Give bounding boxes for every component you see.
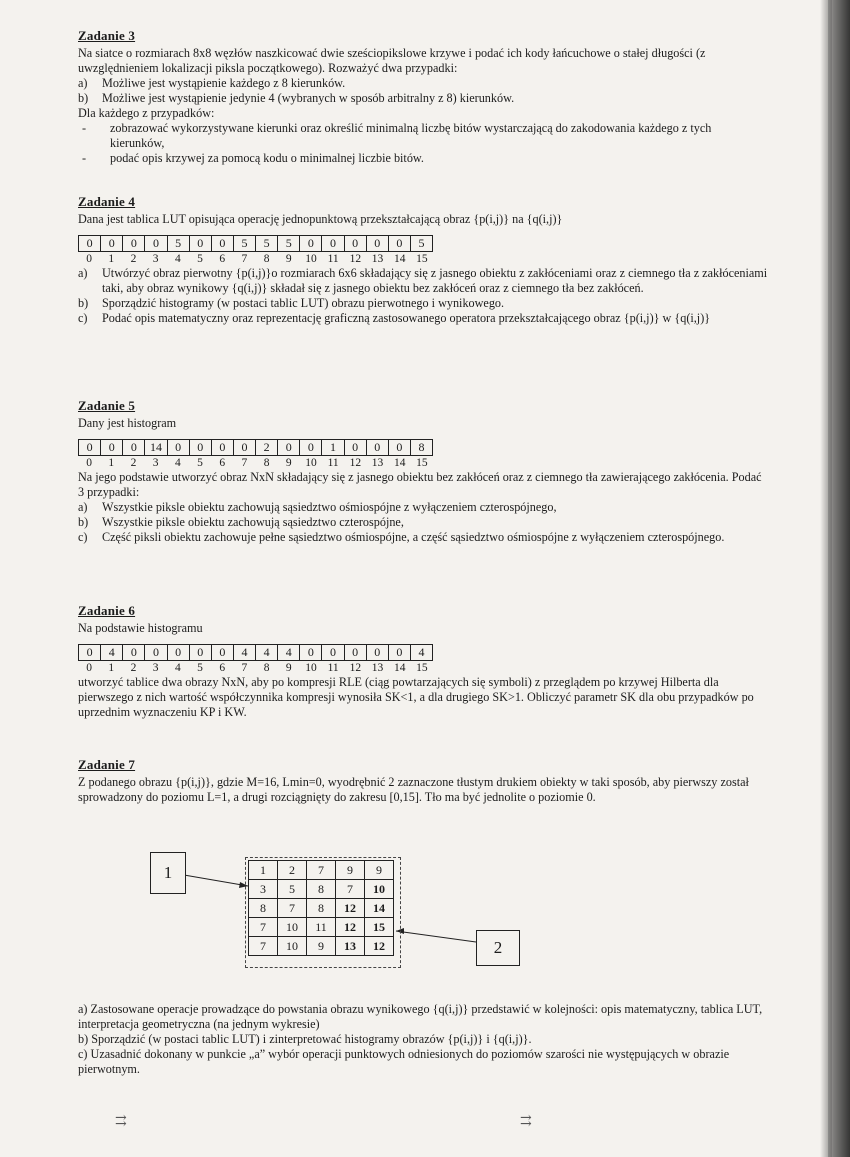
task-3-bullet-2	[78, 151, 768, 166]
table-cell: 0	[122, 645, 144, 660]
grid-row	[249, 899, 394, 918]
index-cell: 1	[108, 253, 115, 265]
task-3-title: Zadanie 3	[78, 28, 136, 43]
table-cell: 0	[366, 236, 388, 251]
index-cell: 15	[416, 253, 428, 265]
table-cell: 0	[100, 440, 122, 455]
task-4-item-a	[78, 266, 768, 296]
item-text: Wszystkie piksle obiektu zachowują sąsiedztwo ośmiospójne z wyłączeniem czterospójnego,	[102, 500, 557, 514]
item-label: b)	[78, 91, 89, 105]
table-cell: 0	[299, 645, 321, 660]
index-cell: 2	[130, 662, 137, 674]
table-cell: 0	[299, 440, 321, 455]
grid-cell: 7	[336, 880, 365, 899]
item-label: c)	[78, 530, 88, 544]
table-cell: 0	[78, 645, 100, 660]
index-cell: 13	[371, 662, 384, 674]
task-4-intro: Dana jest tablica LUT opisująca operację jednopunktową przekształcającą obraz {p(i,j)} na {q(i,j)}	[78, 212, 563, 226]
table-cell: 0	[233, 440, 255, 455]
task-4-title: Zadanie 4	[78, 194, 136, 209]
table-cell: 4	[255, 645, 277, 660]
index-cell: 15	[416, 457, 428, 469]
index-cell: 12	[349, 662, 362, 674]
item-text-inline: Zastosowane operacje prowadzące do powstania obrazu wynikowego {q(i,j)} przedstawić w kolejności: opis matematyczny, tablica LUT, interpretacja geometryczna (na jednym wykresie)	[78, 1002, 763, 1031]
task-6-text: utworzyć tablice dwa obrazy NxN, aby po kompresji RLE (ciąg powtarzających się symboli) z przeglądem po krzywej Hilberta dla pierwszego z nich wartość współczynnika kompresji wynosiła SK<1, a dla drugiego SK>1. Obliczyć parametr SK dla obu przypadków po uprzednim wyznaczeniu KP i KW.	[78, 675, 754, 719]
index-cell: 14	[393, 662, 406, 674]
grid-cell: 13	[336, 937, 365, 956]
table-cell: 1	[321, 440, 343, 455]
index-cell: 3	[152, 457, 159, 469]
table-cell: 0	[211, 645, 233, 660]
table-cell: 5	[410, 236, 433, 251]
histogram-table	[78, 644, 433, 661]
task-3-bullet-1	[78, 121, 768, 151]
table-cell: 4	[100, 645, 122, 660]
grid-row	[249, 937, 394, 956]
table-cell: 0	[388, 645, 410, 660]
item-label: a)	[78, 500, 88, 514]
item-label: a)	[78, 76, 88, 90]
task-7-item-c	[78, 1047, 768, 1077]
histogram-index-row	[78, 456, 433, 470]
table-cell: 0	[321, 236, 343, 251]
grid-cell: 1	[249, 861, 278, 880]
task-7-title: Zadanie 7	[78, 757, 136, 772]
table-cell: 0	[277, 440, 299, 455]
index-cell: 11	[327, 253, 339, 265]
task-5-item-a	[78, 500, 768, 515]
index-cell: 8	[263, 662, 270, 674]
index-cell: 13	[371, 253, 384, 265]
table-cell: 0	[122, 440, 144, 455]
index-cell: 10	[305, 662, 317, 674]
scan-mark: ⇉	[520, 1114, 532, 1129]
item-text: Możliwe jest wystąpienie jedynie 4 (wybranych w sposób arbitralny z 8) kierunków.	[102, 91, 515, 105]
task-4-item-b	[78, 296, 768, 311]
table-cell: 0	[344, 236, 366, 251]
task-3	[78, 28, 768, 166]
task-7-figure	[150, 848, 530, 973]
task-5-title: Zadanie 5	[78, 398, 136, 413]
index-cell: 9	[285, 457, 292, 469]
table-cell: 0	[189, 645, 211, 660]
item-text: Utwórzyć obraz pierwotny {p(i,j)}o rozmiarach 6x6 składający się z jasnego obiektu z zakłóceniami oraz z ciemnego tła z zakłóceniami taki, aby obraz wynikowy {q(i,j)} składał się z jasnego obiektu bez zakłóceń oraz z ciemnego tła bez zakłóceń.	[102, 266, 768, 295]
item-text	[78, 1002, 768, 1032]
bullet-label: -	[82, 151, 87, 165]
task-4-item-c	[78, 311, 768, 326]
grid-cell: 10	[278, 918, 307, 937]
table-cell: 0	[299, 236, 321, 251]
table-cell: 0	[388, 440, 410, 455]
index-cell: 2	[130, 253, 137, 265]
item-text: Możliwe jest wystąpienie każdego z 8 kierunków.	[102, 76, 346, 90]
index-cell: 6	[219, 662, 226, 674]
grid-cell: 7	[249, 918, 278, 937]
index-cell: 10	[305, 457, 317, 469]
task-5-intro: Dany jest histogram	[78, 416, 177, 430]
grid-cell: 12	[336, 918, 365, 937]
task-6-intro: Na podstawie histogramu	[78, 621, 203, 635]
item-text	[78, 1047, 768, 1077]
index-cell: 0	[86, 457, 92, 469]
table-cell: 8	[410, 440, 433, 455]
grid-cell: 10	[365, 880, 394, 899]
task-5-text: Na jego podstawie utworzyć obraz NxN składający się z jasnego obiektu bez zakłóceń oraz z ciemnego tła zawierającego zakłócenia. Podać 3 przypadki:	[78, 470, 762, 499]
grid-cell: 3	[249, 880, 278, 899]
grid-cell: 10	[278, 937, 307, 956]
table-cell: 2	[255, 440, 277, 455]
index-cell: 11	[327, 457, 339, 469]
index-cell: 8	[263, 253, 270, 265]
index-cell: 0	[86, 253, 92, 265]
item-text	[78, 1032, 768, 1047]
task-7-item-a	[78, 1002, 768, 1032]
task-3-item-a	[78, 76, 768, 91]
index-cell: 1	[108, 662, 115, 674]
label-box-2: 2	[476, 930, 520, 966]
task-6-title: Zadanie 6	[78, 603, 136, 618]
grid-cell: 7	[249, 937, 278, 956]
table-cell: 4	[233, 645, 255, 660]
item-label: c)	[78, 311, 88, 325]
item-label: b)	[78, 296, 89, 310]
table-cell: 5	[167, 236, 189, 251]
index-cell: 12	[349, 253, 362, 265]
item-text: Sporządzić histogramy (w postaci tablic LUT) obrazu pierwotnego i wynikowego.	[102, 296, 505, 310]
index-cell: 8	[263, 457, 270, 469]
table-cell: 0	[167, 645, 189, 660]
index-cell: 15	[416, 662, 428, 674]
table-cell: 5	[277, 236, 299, 251]
index-cell: 2	[130, 457, 137, 469]
table-cell: 0	[144, 645, 166, 660]
arrow-line-1	[184, 875, 248, 886]
table-cell: 0	[189, 440, 211, 455]
table-cell: 0	[344, 440, 366, 455]
table-cell: 0	[344, 645, 366, 660]
grid-cell: 7	[307, 861, 336, 880]
task-5-item-b	[78, 515, 768, 530]
task-3-intro: Na siatce o rozmiarach 8x8 węzłów naszkicować dwie sześciopikslowe krzywe i podać ich kody łańcuchowe o stałej długości (z uwzględnieniem lokalizacji piksla początkowego). Rozważyć dwa przypadki:	[78, 46, 706, 75]
table-cell: 0	[122, 236, 144, 251]
task-6	[78, 603, 768, 720]
scan-mark: ⇉	[115, 1114, 127, 1129]
bullet-text: zobrazować wykorzystywane kierunki oraz określić minimalną liczbę bitów wystarczającą do zakodowania każdego z tych kierunków,	[110, 121, 712, 150]
index-cell: 6	[219, 253, 226, 265]
table-cell: 0	[211, 440, 233, 455]
grid-cell: 7	[278, 899, 307, 918]
scan-edge-line	[828, 0, 832, 1157]
table-cell: 0	[321, 645, 343, 660]
grid-cell: 12	[336, 899, 365, 918]
index-cell: 5	[197, 662, 203, 674]
table-cell: 5	[233, 236, 255, 251]
item-text: Część piksli obiektu zachowuje pełne sąsiedztwo ośmiospójne, a część sąsiedztwo ośmiospójne z wyłączeniem czterospójnego.	[102, 530, 725, 544]
label-box-1: 1	[150, 852, 186, 894]
index-cell: 7	[241, 662, 248, 674]
lut-table	[78, 235, 433, 252]
grid-cell: 12	[365, 937, 394, 956]
task-5	[78, 398, 768, 545]
grid-cell: 14	[365, 899, 394, 918]
item-text-inline: Uzasadnić dokonany w punkcie „a” wybór operacji punktowych odniesionych do poziomów szarości nie występujących w obrazie pierwotnym.	[78, 1047, 730, 1076]
grid-cell: 2	[278, 861, 307, 880]
index-cell: 4	[174, 662, 181, 674]
histogram-table	[78, 439, 433, 456]
index-cell: 9	[285, 662, 292, 674]
table-cell: 0	[211, 236, 233, 251]
index-cell: 1	[108, 457, 115, 469]
task-7-intro: Z podanego obrazu {p(i,j)}, gdzie M=16, Lmin=0, wyodrębnić 2 zaznaczone tłustym drukiem obiekty w taki sposób, aby pierwszy został sprowadzony do poziomu L=1, a drugi rozciągnięty do zakresu [0,15]. Tło ma być jednolite o poziomie 0.	[78, 775, 749, 804]
arrow-line-2	[396, 931, 476, 942]
grid-cell: 15	[365, 918, 394, 937]
table-cell: 0	[78, 236, 100, 251]
table-cell: 0	[388, 236, 410, 251]
table-cell: 0	[100, 236, 122, 251]
histogram-index-row	[78, 661, 433, 675]
item-text-inline: Sporządzić (w postaci tablic LUT) i zinterpretować histogramy obrazów {p(i,j)} i {q(i,j)}.	[91, 1032, 532, 1046]
grid-cell: 11	[307, 918, 336, 937]
item-text: Wszystkie piksle obiektu zachowują sąsiedztwo czterospójne,	[102, 515, 404, 529]
lut-index-row	[78, 252, 433, 266]
index-cell: 14	[393, 457, 406, 469]
table-cell: 4	[410, 645, 433, 660]
index-cell: 4	[174, 253, 181, 265]
index-cell: 3	[152, 662, 159, 674]
table-cell: 0	[366, 440, 388, 455]
grid-cell: 9	[336, 861, 365, 880]
task-3-for-each: Dla każdego z przypadków:	[78, 106, 215, 120]
index-cell: 7	[241, 253, 248, 265]
item-label: a)	[78, 266, 88, 280]
index-cell: 11	[327, 662, 339, 674]
table-cell: 4	[277, 645, 299, 660]
index-cell: 6	[219, 457, 226, 469]
item-label-inline: b)	[78, 1032, 89, 1046]
index-cell: 12	[349, 457, 362, 469]
grid-cell: 8	[307, 899, 336, 918]
grid-cell: 5	[278, 880, 307, 899]
item-label: b)	[78, 515, 89, 529]
image-grid	[248, 860, 394, 956]
index-cell: 14	[393, 253, 406, 265]
index-cell: 5	[197, 457, 203, 469]
table-cell: 0	[144, 236, 166, 251]
grid-cell: 9	[307, 937, 336, 956]
table-cell: 0	[189, 236, 211, 251]
scan-edge-shadow	[820, 0, 850, 1157]
index-cell: 4	[174, 457, 181, 469]
item-label-inline: c)	[78, 1047, 88, 1061]
task-3-item-b	[78, 91, 768, 106]
task-7	[78, 757, 768, 805]
item-text: Podać opis matematyczny oraz reprezentację graficzną zastosowanego operatora przekształcającego obraz {p(i,j)} w {q(i,j)}	[102, 311, 711, 325]
grid-cell: 9	[365, 861, 394, 880]
task-7-questions	[78, 1002, 768, 1077]
grid-row	[249, 880, 394, 899]
grid-cell: 8	[249, 899, 278, 918]
grid-row	[249, 918, 394, 937]
index-cell: 5	[197, 253, 203, 265]
grid-row	[249, 861, 394, 880]
index-cell: 7	[241, 457, 248, 469]
table-cell: 5	[255, 236, 277, 251]
table-cell: 14	[144, 440, 166, 455]
index-cell: 3	[152, 253, 159, 265]
index-cell: 10	[305, 253, 317, 265]
item-label-inline: a)	[78, 1002, 88, 1016]
index-cell: 13	[371, 457, 384, 469]
index-cell: 9	[285, 253, 292, 265]
task-7-item-b	[78, 1032, 768, 1047]
grid-cell: 8	[307, 880, 336, 899]
table-cell: 0	[366, 645, 388, 660]
task-4	[78, 194, 768, 326]
bullet-label: -	[82, 121, 87, 135]
table-cell: 0	[78, 440, 100, 455]
task-5-item-c	[78, 530, 768, 545]
bullet-text: podać opis krzywej za pomocą kodu o minimalnej liczbie bitów.	[110, 151, 424, 165]
table-cell: 0	[167, 440, 189, 455]
index-cell: 0	[86, 662, 92, 674]
